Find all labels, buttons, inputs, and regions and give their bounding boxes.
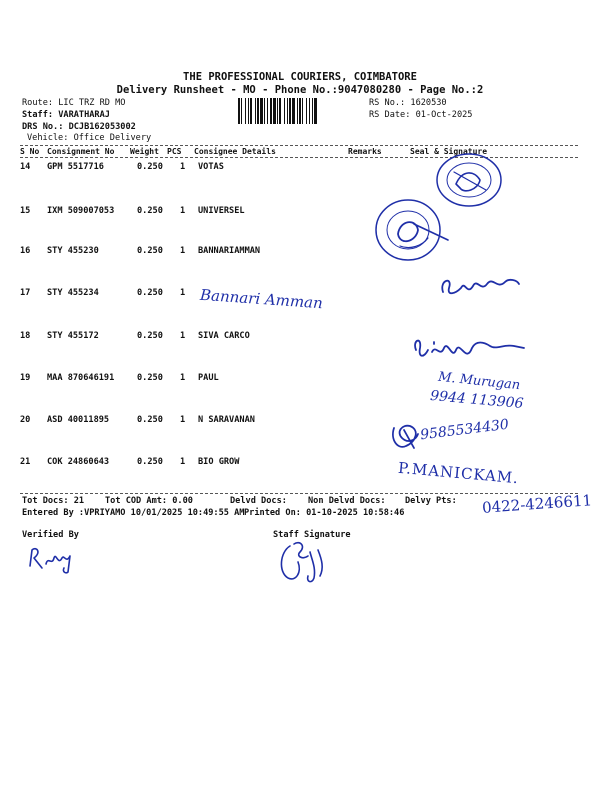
non-delivered-docs: Non Delvd Docs: [308,496,386,506]
company-title: THE PROFESSIONAL COURIERS, COIMBATORE [183,71,417,83]
row-pcs: 1 [180,288,186,298]
table-row [20,246,580,258]
barcode-bar [238,98,240,124]
handwritten-phone-20: 9585534430 [419,416,510,444]
row-pcs: 1 [180,373,186,383]
row-consignment: GPM 5517716 [47,162,104,172]
row-weight: 0.250 [137,206,163,216]
row-consignee: BANNARIAMMAN [198,246,261,256]
barcode-bar [309,98,310,124]
col-consignment: Consignment No [47,147,115,156]
barcode-bar [306,98,307,124]
barcode-bar [245,98,246,124]
staff-label: Staff: VARATHARAJ [22,110,110,120]
barcode-bar [289,98,291,124]
row-weight: 0.250 [137,415,163,425]
handwritten-phone-21: 0422-4246611 [481,491,593,517]
row-sno: 21 [20,457,31,467]
row-consignment: IXM 509007053 [47,206,115,216]
rs-date: RS Date: 01-Oct-2025 [369,110,473,120]
barcode-bar [255,98,256,124]
barcode-bar [312,98,313,124]
barcode-bar [267,98,268,124]
total-cod: Tot COD Amt: 0.00 [105,496,193,506]
total-docs: Tot Docs: 21 [22,496,85,506]
company-seal-stamp [370,194,452,268]
signature-row-17 [435,270,525,304]
row-pcs: 1 [180,457,186,467]
row-consignee: UNIVERSEL [198,206,245,216]
row-consignee: SIVA CARCO [198,331,250,341]
staff-signature-label: Staff Signature [273,530,351,540]
barcode-bar [284,98,285,124]
barcode-bar [292,98,295,124]
row-consignment: ASD 40011895 [47,415,110,425]
row-weight: 0.250 [137,246,163,256]
row-consignee: N SARAVANAN [198,415,255,425]
row-sno: 18 [20,331,31,341]
col-pcs: PCS [167,147,182,156]
barcode-bar [277,98,278,124]
vehicle-label: Vehicle: Office Delivery [27,133,152,143]
row-consignment: STY 455230 [47,246,99,256]
barcode-bar [250,98,252,124]
barcode-bar [270,98,272,124]
row-sno: 20 [20,415,31,425]
row-sno: 15 [20,206,31,216]
entered-by: Entered By :VPRIYAMO 10/01/2025 10:49:55 AM [22,508,245,518]
row-sno: 16 [20,246,31,256]
barcode-bar [264,98,265,124]
printed-on: Printed On: 01-10-2025 10:58:46 [244,508,405,518]
signature-staff [276,538,332,586]
barcode-bar [297,98,298,124]
barcode-image [238,98,366,124]
delivered-docs: Delvd Docs: [230,496,287,506]
barcode-bar [273,98,276,124]
row-consignment: STY 455234 [47,288,99,298]
barcode-bar [299,98,301,124]
row-consignment: STY 455172 [47,331,99,341]
row-weight: 0.250 [137,457,163,467]
col-sno: S No [20,147,40,156]
row-consignee: PAUL [198,373,219,383]
row-pcs: 1 [180,246,186,256]
barcode-bar [257,98,259,124]
row-pcs: 1 [180,331,186,341]
row-weight: 0.250 [137,162,163,172]
row-weight: 0.250 [137,373,163,383]
row-weight: 0.250 [137,331,163,341]
handwritten-phone-19: 9944 113906 [429,387,525,413]
barcode-bar [287,98,288,124]
barcode-bar [241,98,242,124]
row-sno: 14 [20,162,31,172]
barcode-bar [260,98,263,124]
handwritten-name-murugan: M. Murugan [437,369,521,394]
runsheet-subtitle: Delivery Runsheet - MO - Phone No.:9047080280 - Page No.:2 [116,84,484,96]
col-weight: Weight [130,147,159,156]
row-pcs: 1 [180,162,186,172]
signature-row-18 [410,330,530,370]
barcode-bar [279,98,281,124]
barcode-bar [248,98,249,124]
handwritten-name-manickam: P.MANICKAM. [397,458,520,488]
row-consignee: BIO GROW [198,457,240,467]
col-remarks: Remarks [348,147,382,156]
row-consignment: COK 24860643 [47,457,110,467]
handwritten-bannari-amman: Bannari Amman [199,285,324,313]
row-pcs: 1 [180,206,186,216]
row-consignment: MAA 870646191 [47,373,115,383]
verified-by-label: Verified By [22,530,79,540]
row-sno: 17 [20,288,31,298]
signature-verified-by [26,544,78,574]
row-weight: 0.250 [137,288,163,298]
barcode-bar [314,98,317,124]
row-sno: 19 [20,373,31,383]
row-consignee: VOTAS [198,162,224,172]
drs-label: DRS No.: DCJB162053002 [22,122,136,132]
footer-rule [20,493,578,494]
rs-number: RS No.: 1620530 [369,98,447,108]
barcode-bar [302,98,303,124]
signature-row-20 [388,420,424,454]
route-label: Route: LIC TRZ RD MO [22,98,126,108]
row-pcs: 1 [180,415,186,425]
header-rule-top [20,145,578,146]
col-seal: Seal & Signature [410,147,488,156]
col-consignee: Consignee Details [194,147,276,156]
delivery-points: Delvy Pts: [405,496,457,506]
